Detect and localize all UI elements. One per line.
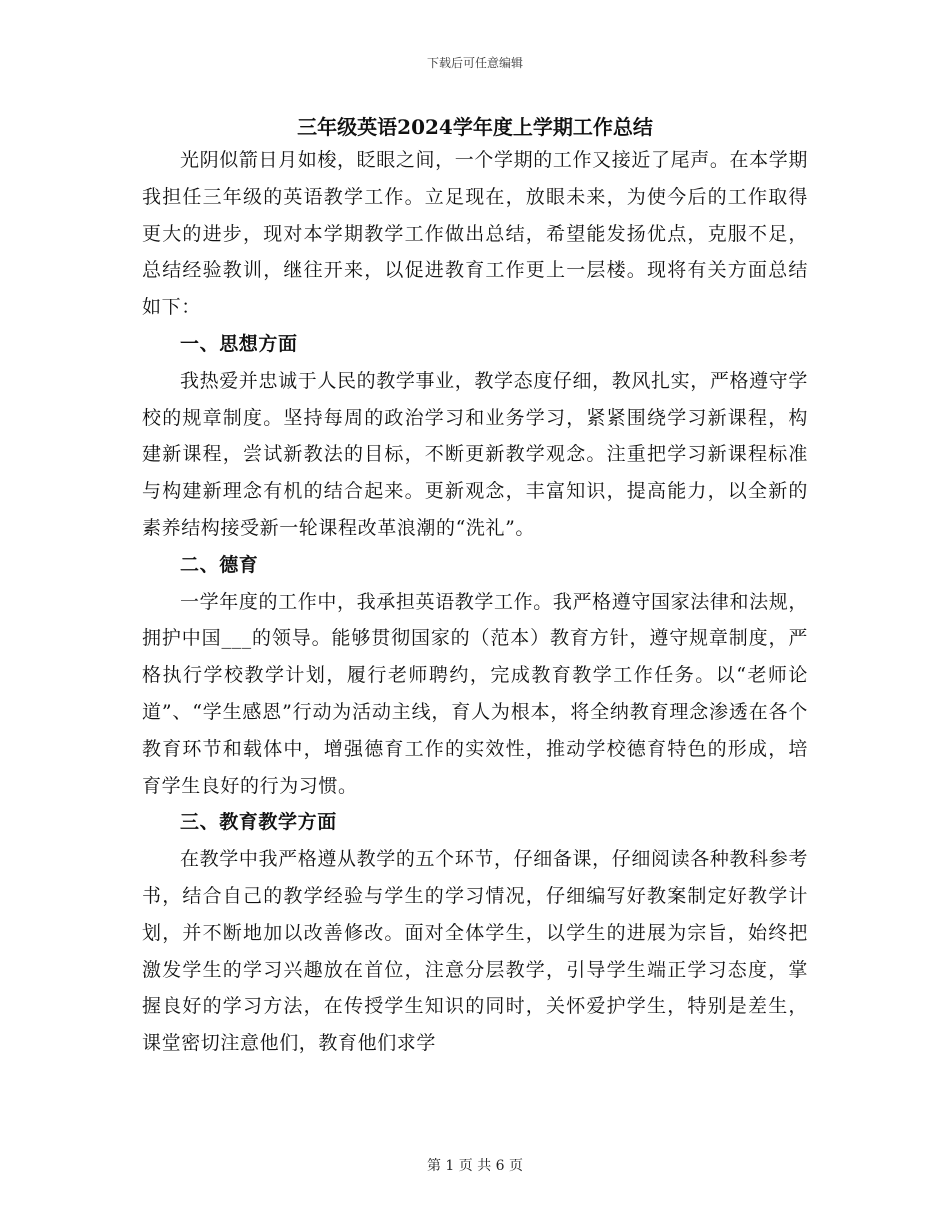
section-heading-moral-education: 二、德育 [180,553,259,576]
section-heading-ideology: 一、思想方面 [180,332,298,355]
section-heading-teaching: 三、教育教学方面 [180,811,337,834]
page-indicator: 第 1 页 共 6 页 [426,1158,524,1174]
document-title: 三年级英语2024学年度上学期工作总结 [297,115,653,139]
section-body-moral-education: 一学年度的工作中，我承担英语教学工作。我严格遵守国家法律和法规，拥护中国___的领导。能够贯彻国家的（范本）教育方针，遵守规章制度，严格执行学校教学计划，履行老师聘约，完成教育教学工作任务。以“老师论道”、“学生感恩”行动为活动主线，育人为根本，将全纳教育理念渗透在各个教育环节和载体中，增强德育工作的实效性，推动学校德育特色的形成，培育学生良好的行为习惯。 [142,590,808,797]
section-body-ideology: 我热爱并忠诚于人民的教学事业，教学态度仔细，教风扎实，严格遵守学校的规章制度。坚持每周的政治学习和业务学习，紧紧围绕学习新课程，构建新课程，尝试新教法的目标，不断更新教学观念。注重把学习新课程标准与构建新理念有机的结合起来。更新观念，丰富知识，提高能力，以全新的素养结构接受新一轮课程改革浪潮的“洗礼”。 [142,369,808,539]
intro-paragraph: 光阴似箭日月如梭，眨眼之间，一个学期的工作又接近了尾声。在本学期我担任三年级的英语教学工作。立足现在，放眼未来，为使今后的工作取得更大的进步，现对本学期教学工作做出总结，希望能发扬优点，克服不足，总结经验教训，继往开来，以促进教育工作更上一层楼。现将有关方面总结如下： [142,149,808,319]
section-body-teaching: 在教学中我严格遵从教学的五个环节，仔细备课，仔细阅读各种教科参考书，结合自己的教学经验与学生的学习情况，仔细编写好教案制定好教学计划，并不断地加以改善修改。面对全体学生，以学生的进展为宗旨，始终把激发学生的学习兴趣放在首位，注意分层教学，引导学生端正学习态度，掌握良好的学习方法，在传授学生知识的同时，关怀爱护学生，特别是差生，课堂密切注意他们，教育他们求学 [142,848,808,1055]
document-body [142,112,808,1062]
header-note: 下载后可任意编辑 [426,56,523,70]
